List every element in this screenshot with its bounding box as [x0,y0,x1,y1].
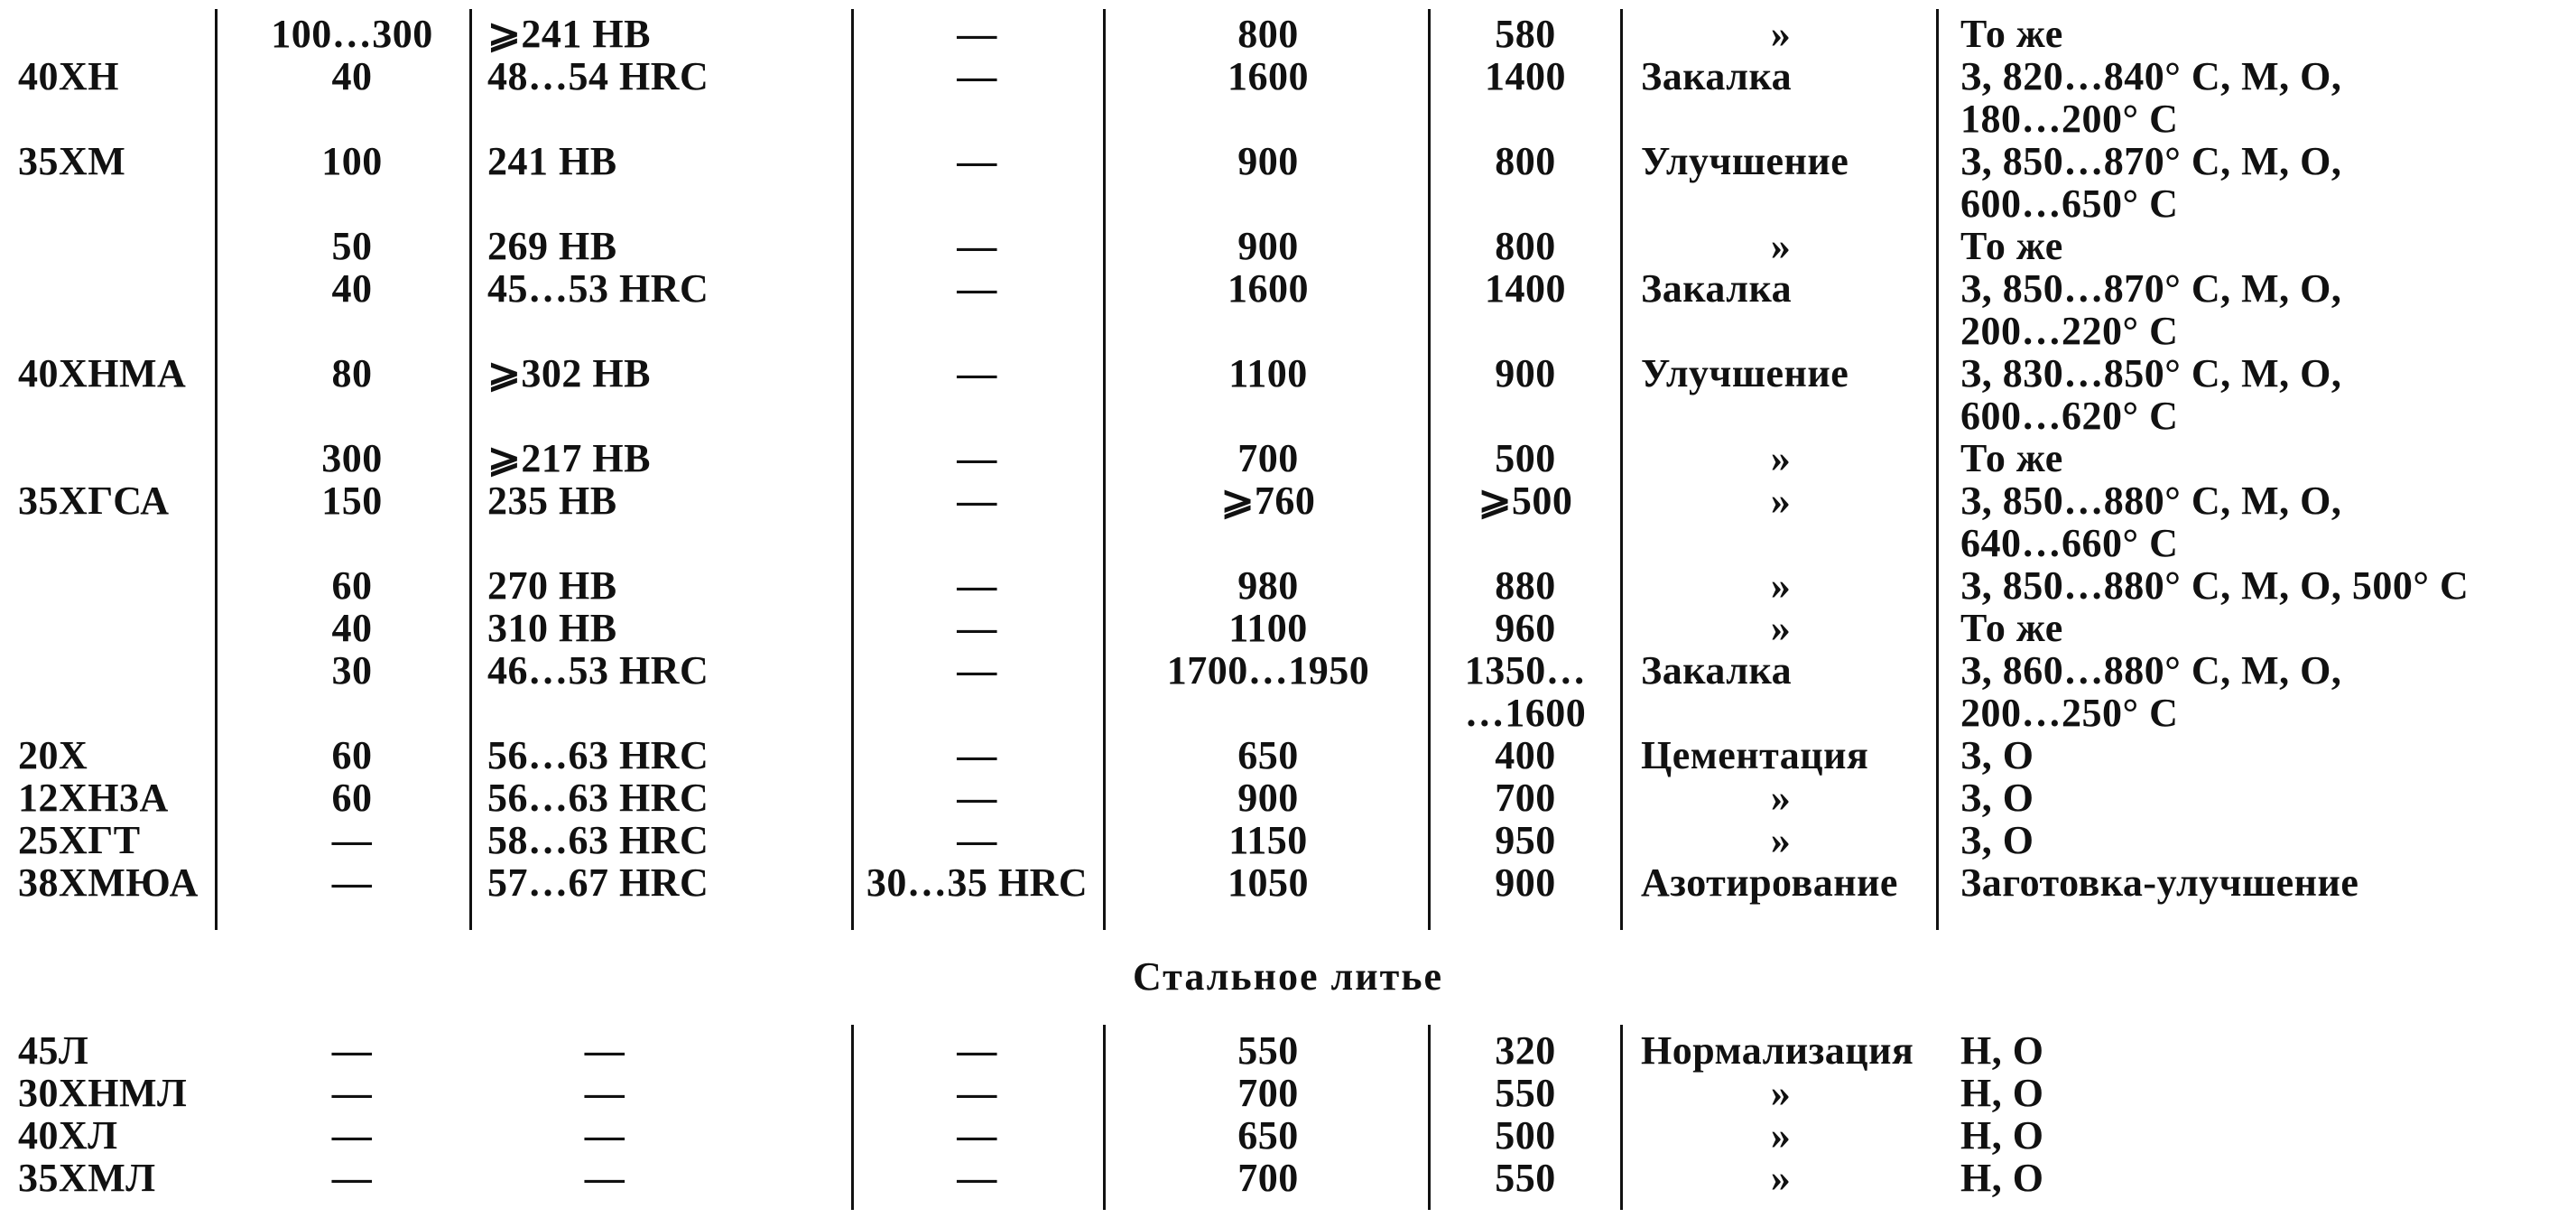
sigma-b-cell: 1150 [1228,818,1308,862]
sigma-t-cell: 800 [1495,224,1556,268]
hardness-cell: 58…63 HRC [487,818,709,862]
sigma-t-cell: 900 [1495,351,1556,395]
size-cell: 60 [331,563,373,608]
sigma-b-cell: 900 [1237,776,1299,820]
sigma-b-cell: 1700…1950 [1166,648,1370,693]
sigma-b-cell: 1600 [1228,266,1309,311]
treatment-cell: » [1770,606,1792,650]
size-cell: 300 [321,436,383,480]
size-cell: 80 [331,351,373,395]
steel-grade-cell: 30ХНМЛ [18,1071,188,1115]
sigma-b-cell: 650 [1237,733,1299,777]
sigma-t-cell: 880 [1495,563,1556,608]
core-hardness-cell: 30…35 HRC [866,860,1089,905]
sigma-t-cell: 400 [1495,733,1556,777]
size-cell: 60 [331,776,373,820]
treatment-cell: Закалка [1641,648,1793,693]
hardness-cell: — [584,1113,625,1158]
mode-cell-continued: 600…620° С [1960,394,2179,438]
sigma-t-cell: 1400 [1485,266,1566,311]
sigma-t-cell: 320 [1495,1028,1556,1073]
treatment-cell: Азотирование [1641,860,1898,905]
size-cell: 150 [321,479,383,523]
core-hardness-cell: — [957,818,997,862]
mode-cell: З, 850…870° С, М, О, [1960,139,2342,183]
mode-cell: З, 850…880° С, М, О, 500° С [1960,563,2469,608]
mode-cell: Н, О [1960,1071,2044,1115]
sigma-b-cell: 1100 [1228,606,1308,650]
size-cell: — [331,818,373,862]
hardness-cell: ⩾241 HB [487,12,651,56]
steel-grade-cell: 40ХНМА [18,351,187,395]
hardness-cell: 46…53 HRC [487,648,709,693]
core-hardness-cell: — [957,606,997,650]
core-hardness-cell: — [957,1113,997,1158]
steel-grade-cell: 35ХГСА [18,479,170,523]
sigma-b-cell: 650 [1237,1113,1299,1158]
sigma-b-cell: 1600 [1228,54,1309,98]
treatment-cell: » [1770,479,1792,523]
steel-grade-cell: 25ХГТ [18,818,141,862]
core-hardness-cell: — [957,479,997,523]
sigma-t-cell: 960 [1495,606,1556,650]
hardness-cell: ⩾302 HB [487,351,651,395]
core-hardness-cell: — [957,224,997,268]
steel-grade-cell: 45Л [18,1028,89,1073]
hardness-cell: ⩾217 HB [487,436,651,480]
treatment-cell: Закалка [1641,54,1793,98]
sigma-b-cell: 1100 [1228,351,1308,395]
hardness-cell: 269 HB [487,224,617,268]
size-cell: — [331,1156,373,1200]
mode-cell: З, 850…880° С, М, О, [1960,479,2342,523]
core-hardness-cell: — [957,139,997,183]
size-cell: 100…300 [271,12,433,56]
column-rule [1620,9,1623,930]
core-hardness-cell: — [957,1071,997,1115]
treatment-cell: » [1770,818,1792,862]
treatment-cell: Закалка [1641,266,1793,311]
sigma-t-cell: 580 [1495,12,1556,56]
sigma-t-cell: 1400 [1485,54,1566,98]
sigma-t-cell: 550 [1495,1156,1556,1200]
core-hardness-cell: — [957,563,997,608]
mode-cell: То же [1960,12,2063,56]
section-heading: Стальное литье [1132,954,1443,999]
mode-cell: Заготовка-улучшение [1960,860,2359,905]
hardness-cell: — [584,1156,625,1200]
steel-grade-cell: 40ХЛ [18,1113,118,1158]
hardness-cell: — [584,1028,625,1073]
hardness-cell: 57…67 HRC [487,860,709,905]
sigma-t-cell: ⩾500 [1478,479,1573,523]
sigma-b-cell: 900 [1237,224,1299,268]
sigma-t-cell: 700 [1495,776,1556,820]
treatment-cell: » [1770,1156,1792,1200]
hardness-cell: 45…53 HRC [487,266,709,311]
sigma-t-cell: 900 [1495,860,1556,905]
sigma-t-cell: 500 [1495,436,1556,480]
steel-grade-cell: 38ХМЮА [18,860,199,905]
steel-grade-cell: 12ХН3А [18,776,169,820]
size-cell: — [331,1028,373,1073]
sigma-b-cell: 700 [1237,1156,1299,1200]
treatment-cell: Улучшение [1641,351,1849,395]
size-cell: 40 [331,266,373,311]
core-hardness-cell: — [957,733,997,777]
treatment-cell: » [1770,776,1792,820]
column-rule [215,9,218,930]
column-rule [1936,9,1939,930]
core-hardness-cell: — [957,648,997,693]
hardness-cell: 241 HB [487,139,617,183]
size-cell: 40 [331,54,373,98]
mode-cell: То же [1960,224,2063,268]
core-hardness-cell: — [957,12,997,56]
mode-cell: З, 860…880° С, М, О, [1960,648,2342,693]
size-cell: 50 [331,224,373,268]
mode-cell-continued: 600…650° С [1960,181,2179,226]
sigma-b-cell: 800 [1237,12,1299,56]
treatment-cell: » [1770,563,1792,608]
size-cell: 40 [331,606,373,650]
size-cell: 100 [321,139,383,183]
hardness-cell: 56…63 HRC [487,776,709,820]
sigma-b-cell: 1050 [1228,860,1309,905]
hardness-cell: 310 HB [487,606,617,650]
treatment-cell: Нормализация [1641,1028,1914,1073]
core-hardness-cell: — [957,436,997,480]
steel-grade-cell: 35ХМ [18,139,126,183]
hardness-cell: — [584,1071,625,1115]
treatment-cell: Улучшение [1641,139,1849,183]
hardness-cell: 235 HB [487,479,617,523]
treatment-cell: » [1770,436,1792,480]
sigma-t-cell: 550 [1495,1071,1556,1115]
mode-cell: То же [1960,606,2063,650]
sigma-t-cell-continued: …1600 [1464,691,1587,735]
sigma-t-cell: 1350… [1464,648,1587,693]
treatment-cell: Цементация [1641,733,1869,777]
size-cell: 60 [331,733,373,777]
mode-cell: Н, О [1960,1028,2044,1073]
sigma-b-cell: ⩾760 [1220,479,1316,523]
mode-cell: З, О [1960,818,2034,862]
treatment-cell: » [1770,1113,1792,1158]
treatment-cell: » [1770,1071,1792,1115]
core-hardness-cell: — [957,1156,997,1200]
core-hardness-cell: — [957,54,997,98]
mode-cell: То же [1960,436,2063,480]
mode-cell-continued: 640…660° С [1960,521,2179,565]
sigma-b-cell: 700 [1237,1071,1299,1115]
sigma-b-cell: 980 [1237,563,1299,608]
column-rule [1620,1025,1623,1210]
mode-cell: Н, О [1960,1113,2044,1158]
treatment-cell: » [1770,224,1792,268]
steel-grade-cell: 35ХМЛ [18,1156,156,1200]
sigma-b-cell: 550 [1237,1028,1299,1073]
sigma-b-cell: 900 [1237,139,1299,183]
sigma-t-cell: 950 [1495,818,1556,862]
size-cell: 30 [331,648,373,693]
mode-cell-continued: 200…250° С [1960,691,2179,735]
sigma-t-cell: 800 [1495,139,1556,183]
steel-grade-cell: 40ХН [18,54,119,98]
mode-cell-continued: 200…220° С [1960,309,2179,353]
hardness-cell: 56…63 HRC [487,733,709,777]
size-cell: — [331,1113,373,1158]
hardness-cell: 270 HB [487,563,617,608]
size-cell: — [331,860,373,905]
core-hardness-cell: — [957,776,997,820]
mode-cell: З, 850…870° С, М, О, [1960,266,2342,311]
mode-cell: Н, О [1960,1156,2044,1200]
steel-grade-cell: 20Х [18,733,88,777]
mode-cell: З, О [1960,733,2034,777]
sigma-t-cell: 500 [1495,1113,1556,1158]
mode-cell: З, 820…840° С, М, О, [1960,54,2342,98]
mode-cell: З, 830…850° С, М, О, [1960,351,2342,395]
core-hardness-cell: — [957,266,997,311]
sigma-b-cell: 700 [1237,436,1299,480]
mode-cell: З, О [1960,776,2034,820]
core-hardness-cell: — [957,1028,997,1073]
size-cell: — [331,1071,373,1115]
hardness-cell: 48…54 HRC [487,54,709,98]
treatment-cell: » [1770,12,1792,56]
core-hardness-cell: — [957,351,997,395]
mode-cell-continued: 180…200° С [1960,97,2179,141]
